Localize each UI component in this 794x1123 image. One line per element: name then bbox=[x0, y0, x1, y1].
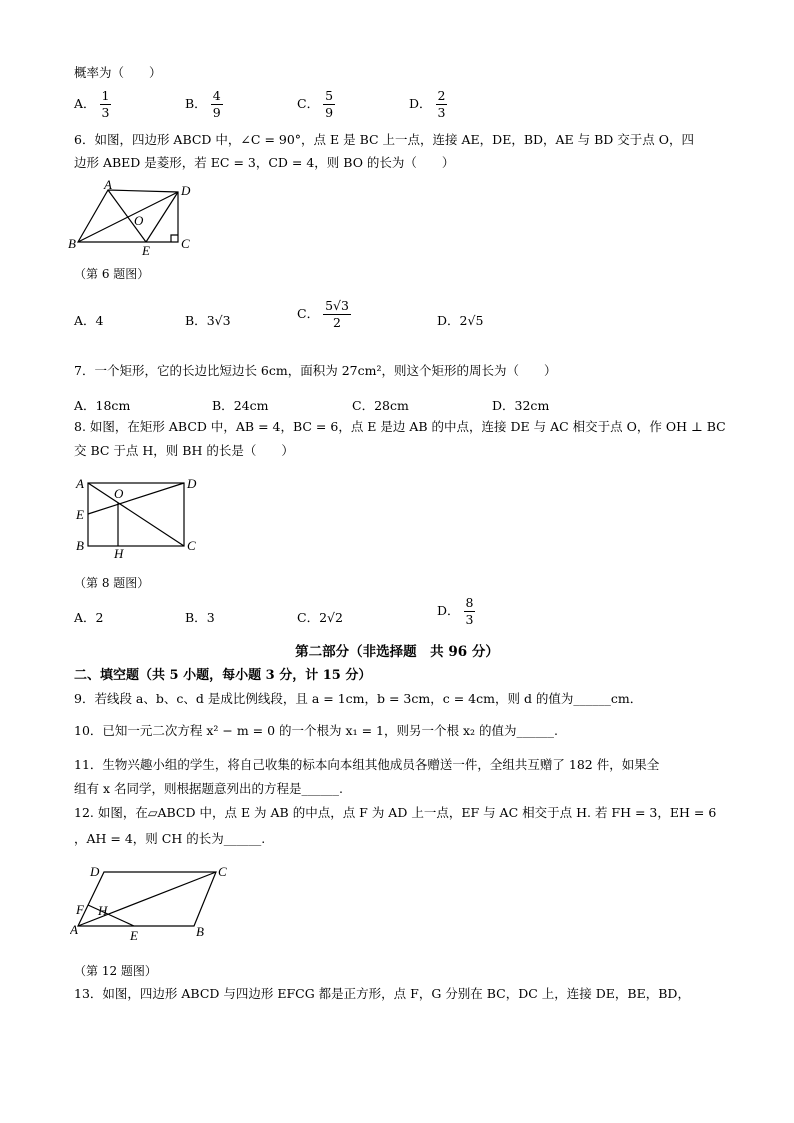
q7-option-a: A．18cm bbox=[74, 398, 131, 413]
q8-option-b: B．3 bbox=[185, 610, 215, 625]
q10-stem: 10．已知一元二次方程 x² − m = 0 的一个根为 x₁ = 1，则另一个根 x₂ 的值为______. bbox=[74, 723, 558, 738]
q6-label-a: A bbox=[104, 178, 112, 192]
q6-option-c: C． $\frac{5√3}{2}$ bbox=[297, 298, 349, 330]
q6-option-d: D．2√5 bbox=[437, 313, 484, 328]
q8-stem-line2: 交 BC 于点 H，则 BH 的长是（ ） bbox=[74, 443, 294, 458]
q12-label-e: E bbox=[130, 928, 138, 943]
q13-stem: 13．如图，四边形 ABCD 与四边形 EFCG 都是正方形，点 F，G 分别在 BC，DC 上，连接 DE，BE，BD， bbox=[74, 986, 690, 1001]
q7-option-b: B．24cm bbox=[212, 398, 269, 413]
q8-label-d: D bbox=[187, 476, 197, 491]
q8-label-a: A bbox=[76, 476, 84, 491]
q12-figure bbox=[70, 860, 230, 946]
q12-caption: （第 12 题图） bbox=[74, 964, 157, 978]
q8-option-c: C．2√2 bbox=[297, 610, 343, 625]
q6-caption: （第 6 题图） bbox=[74, 267, 150, 281]
q12-label-b: B bbox=[196, 924, 204, 939]
q6-stem-line2: 边形 ABED 是菱形，若 EC = 3，CD = 4，则 BO 的长为（ ） bbox=[74, 155, 455, 170]
q8-label-o: O bbox=[114, 486, 124, 501]
q9-stem: 9．若线段 a、b、c、d 是成比例线段，且 a = 1cm，b = 3cm，c = 4cm，则 d 的值为______cm． bbox=[74, 691, 643, 706]
q6-label-e: E bbox=[142, 243, 150, 256]
q12-label-a: A bbox=[70, 922, 78, 937]
q12-label-f: F bbox=[76, 902, 84, 917]
q8-caption: （第 8 题图） bbox=[74, 576, 150, 590]
q5-option-c: C． $\frac{5}{9}$ bbox=[297, 88, 334, 120]
q6-label-d: D bbox=[181, 183, 191, 198]
q11-stem-line2: 组有 x 名同学，则根据题意列出的方程是______. bbox=[74, 781, 343, 796]
q5-stem: 概率为（ ） bbox=[74, 65, 162, 80]
q6-stem-line1: 6．如图，四边形 ABCD 中，∠C = 90°，点 E 是 BC 上一点，连接 AE，DE，BD，AE 与 BD 交于点 O，四 bbox=[74, 132, 695, 147]
q6-label-o: O bbox=[134, 213, 144, 228]
q5-option-d: D． $\frac{2}{3}$ bbox=[409, 88, 446, 120]
q6-option-b: B．3√3 bbox=[185, 313, 231, 328]
q7-option-c: C．28cm bbox=[352, 398, 409, 413]
q8-label-c: C bbox=[187, 538, 196, 553]
q8-stem-line1: 8. 如图，在矩形 ABCD 中，AB = 4，BC = 6，点 E 是边 AB 的中点，连接 DE 与 AC 相交于点 O，作 OH ⊥ BC bbox=[74, 419, 726, 434]
q8-label-b: B bbox=[76, 538, 84, 553]
q8-option-a: A．2 bbox=[74, 610, 104, 625]
q11-stem-line1: 11．生物兴趣小组的学生，将自己收集的标本向本组其他成员各赠送一件，全组共互赠了 182 件，如果全 bbox=[74, 757, 660, 772]
q7-stem: 7．一个矩形，它的长边比短边长 6cm，面积为 27cm²，则这个矩形的周长为（ ） bbox=[74, 363, 557, 378]
q6-figure bbox=[66, 178, 196, 256]
q5-option-b: B． $\frac{4}{9}$ bbox=[185, 88, 221, 120]
q12-stem-line1: 12. 如图，在▱ABCD 中，点 E 为 AB 的中点，点 F 为 AD 上一点，EF 与 AC 相交于点 H. 若 FH = 3，EH = 6 bbox=[74, 805, 717, 820]
q6-label-b: B bbox=[68, 236, 76, 251]
q8-figure bbox=[70, 474, 200, 560]
q12-label-h: H bbox=[98, 903, 108, 918]
q8-option-d: D． $\frac{8}{3}$ bbox=[437, 595, 474, 627]
q12-label-d: D bbox=[90, 864, 100, 879]
section-two-heading: 二、填空题（共 5 小题，每小题 3 分，计 15 分） bbox=[74, 668, 372, 683]
q8-label-e: E bbox=[76, 507, 84, 522]
q12-stem-line2: ，AH = 4，则 CH 的长为______. bbox=[74, 831, 266, 846]
q5-option-a: A． $\frac{1}{3}$ bbox=[74, 88, 110, 120]
q7-option-d: D．32cm bbox=[492, 398, 550, 413]
part-two-heading: 第二部分（非选择题 共 96 分） bbox=[295, 644, 499, 660]
q6-option-a: A．4 bbox=[74, 313, 104, 328]
q12-label-c: C bbox=[218, 864, 227, 879]
q8-label-h: H bbox=[114, 546, 124, 560]
q6-label-c: C bbox=[181, 236, 190, 251]
